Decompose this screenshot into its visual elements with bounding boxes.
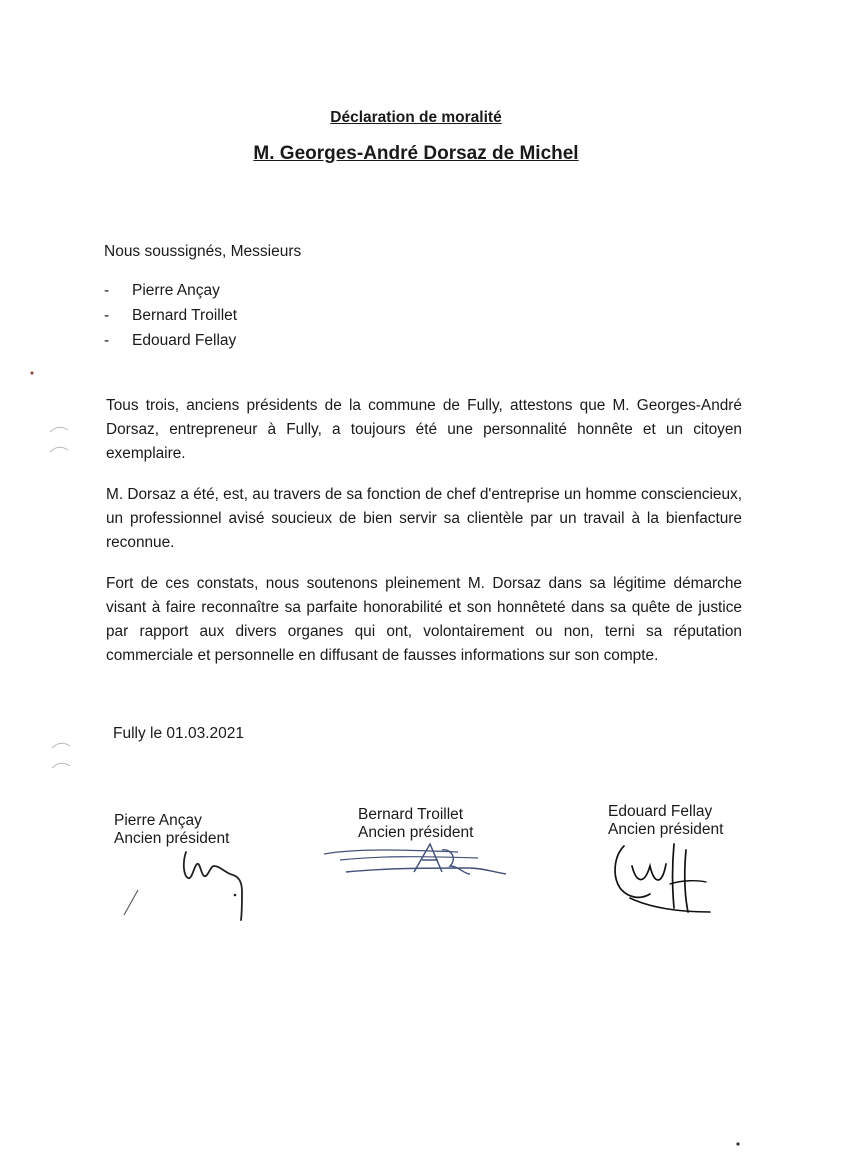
signatory-role: Ancien président <box>114 830 230 847</box>
document-subtitle: M. Georges-André Dorsaz de Michel <box>253 143 579 164</box>
signature-troillet <box>318 838 518 883</box>
list-bullet: - <box>104 332 110 349</box>
intro-text: Nous soussignés, Messieurs <box>104 243 302 260</box>
signatory-block-troillet <box>358 806 473 842</box>
scan-dot <box>30 362 34 380</box>
signatory-block-fellay <box>608 803 723 839</box>
signatory-name: Edouard Fellay <box>608 803 713 820</box>
list-item <box>104 306 237 331</box>
signatory-name: Pierre Ançay <box>114 812 202 829</box>
list-item-name: Edouard Fellay <box>132 332 237 349</box>
signature-ancay <box>118 840 258 925</box>
scan-dot <box>736 1133 740 1151</box>
list-item <box>104 281 237 306</box>
list-bullet: - <box>104 307 110 324</box>
body-text <box>106 394 742 685</box>
document-title: Déclaration de moralité <box>330 109 502 126</box>
paragraph: Fort de ces constats, nous soutenons pleinement M. Dorsaz dans sa légitime démarche visant à faire reconnaître sa parfaite honorabilité et son honnêteté dans sa quête de justice par rapport aux divers organes qui ont, volontairement ou non, terni sa réputation commerciale et personnelle en diffusant de fausses informations sur son compte. <box>106 575 742 664</box>
punch-hole-mark <box>48 422 70 461</box>
place-date: Fully le 01.03.2021 <box>113 725 244 742</box>
list-item-name: Bernard Troillet <box>132 307 238 324</box>
signatory-name: Bernard Troillet <box>358 806 464 823</box>
signatory-list <box>104 281 237 356</box>
paragraph: M. Dorsaz a été, est, au travers de sa fonction de chef d'entreprise un homme consciencieux, un professionnel avisé soucieux de bien servir sa clientèle par un travail à la bienfacture reconnue. <box>106 486 742 551</box>
punch-hole-mark <box>50 738 72 777</box>
paragraph: Tous trois, anciens présidents de la commune de Fully, attestons que M. Georges-André Dorsaz, entrepreneur à Fully, a toujours été une personnalité honnête et un citoyen exemplaire. <box>106 397 742 462</box>
list-bullet: - <box>104 282 110 299</box>
list-item-name: Pierre Ançay <box>132 282 220 299</box>
signatory-role: Ancien président <box>608 821 724 838</box>
signature-fellay <box>610 836 730 921</box>
list-item <box>104 331 237 356</box>
signatory-role: Ancien président <box>358 824 474 841</box>
